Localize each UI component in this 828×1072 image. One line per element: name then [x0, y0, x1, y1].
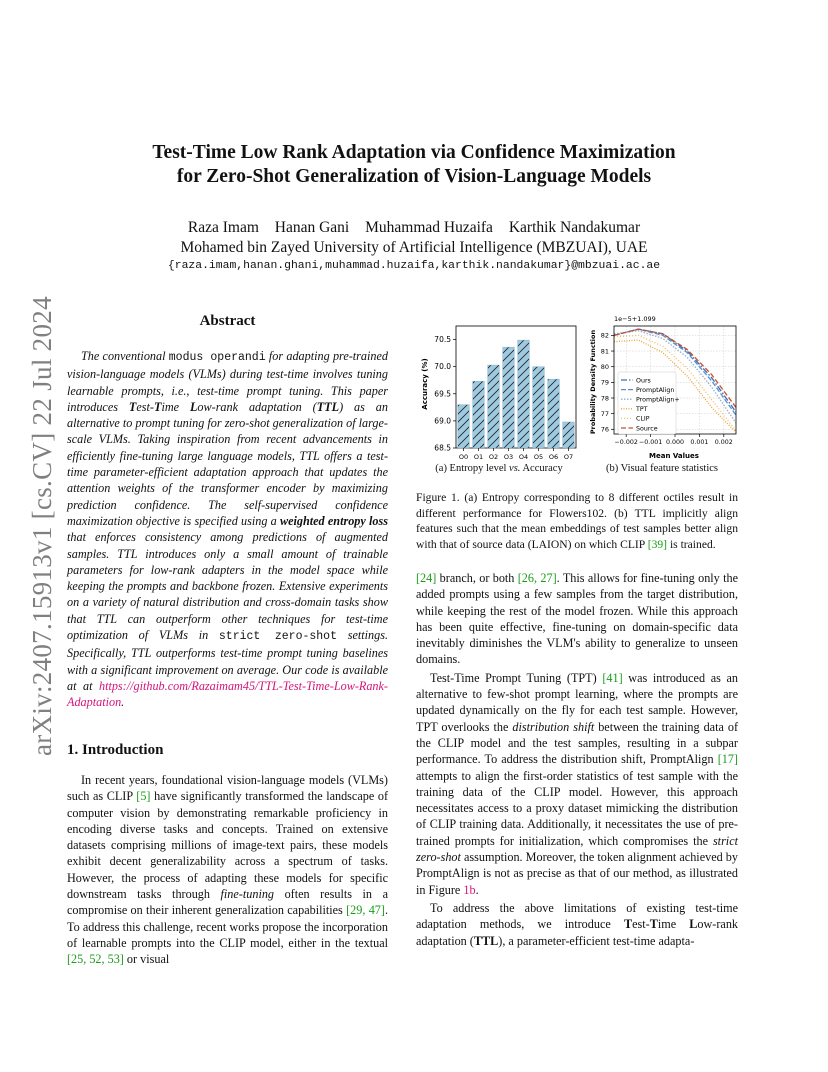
- abstract-heading: Abstract: [199, 313, 256, 329]
- x-tick-label: O2: [488, 453, 499, 460]
- author-name: Muhammad Huzaifa: [365, 219, 493, 236]
- subcaption-a: (a) Entropy level vs. Accuracy: [435, 463, 563, 474]
- chart-b-xlabel: Mean Values: [649, 452, 699, 460]
- title-line-1: Test-Time Low Rank Adaptation via Confidence Maximization: [152, 142, 676, 163]
- x-tick-label: O1: [473, 453, 484, 460]
- author-name: Raza Imam: [187, 219, 259, 236]
- intro-heading: 1. Introduction: [67, 742, 164, 758]
- legend-label: TPT: [636, 406, 648, 414]
- author-name: Karthik Nandakumar: [508, 219, 641, 236]
- title-line-2: for Zero-Shot Generalization of Vision-Language Models: [176, 166, 652, 187]
- y-tick-label: 80: [600, 362, 609, 371]
- y-tick-label: 82: [600, 331, 609, 340]
- y-tick-label: 70.5: [434, 335, 451, 345]
- x-tick-label: O0: [458, 453, 469, 460]
- chart-b-offset-label: 1e−5+1.099: [614, 315, 656, 323]
- author-name: Hanan Gani: [274, 219, 350, 236]
- y-tick-label: 79: [600, 378, 609, 387]
- author-names: [110, 218, 718, 238]
- chart-b-ylabel: Probability Density Function: [589, 329, 597, 435]
- x-tick-label: 0.000: [665, 439, 685, 446]
- subcaption-b: (b) Visual feature statistics: [605, 463, 719, 474]
- abstract-body: The conventional modus operandi for adapting pre-trained vision-language models (VLMs) during test-time involves tuning learnable prompts, i.e., test-time prompt tuning. This paper introduces Test-Time Low-rank adaptation (TTL) as an alternative to prompt tuning for zero-shot generalization of large-scale VLMs. Taking inspiration from recent advancements in efficiently fine-tuning large language models, TTL offers a test-time parameter-efficient adaptation approach that updates the attention weights of the transformer encoder by maximizing prediction confidence. The self-supervised confidence maximization objective is specified using a weighted entropy loss that enforces consistency among predictions of augmented samples. TTL introduces only a small amount of trainable parameters for low-rank adapters in the model space while keeping the prompts and backbone frozen. Extensive experiments on a variety of natural distribution and cross-domain tasks show that TTL can outperform other techniques for test-time optimization of VLMs in strict zero-shot settings. Specifically, TTL outperforms test-time prompt tuning baselines with a significant improvement on average. Our code is available at at https://github.com/Razaimam45/TTL-Test-Time-Low-Rank-Adaptation.: [67, 349, 389, 710]
- bar: [488, 365, 500, 448]
- y-tick-label: 77: [600, 409, 609, 418]
- author-block: [110, 218, 718, 258]
- legend-label: Ours: [636, 377, 651, 385]
- y-tick-label: 76: [600, 425, 609, 434]
- x-tick-label: O3: [503, 453, 514, 460]
- x-tick-label: O5: [533, 453, 544, 460]
- x-tick-label: O4: [518, 453, 529, 460]
- figure-caption: Figure 1. (a) Entropy corresponding to 8 different octiles result in different performance for Flowers102. (b) TTL implicitly align features such that the mean embeddings of test samples better align with that of source data (LAION) on which CLIP [39] is trained.: [416, 491, 738, 551]
- bar: [503, 347, 515, 448]
- bar: [548, 379, 560, 448]
- chart-a-ylabel: Accuracy (%): [421, 358, 429, 410]
- bar: [518, 340, 530, 448]
- legend-label: Source: [636, 425, 658, 433]
- y-tick-label: 81: [600, 347, 609, 356]
- x-tick-label: 0.002: [714, 439, 733, 446]
- y-tick-label: 69.5: [434, 389, 451, 399]
- legend-label: CLIP: [636, 415, 650, 423]
- author-emails: {raza.imam,hanan.ghani,muhammad.huzaifa,karthik.nandakumar}@mbzuai.ac.ae: [167, 260, 661, 272]
- legend-label: PromptAlign: [636, 386, 675, 394]
- bar: [473, 381, 485, 448]
- bar: [458, 405, 470, 448]
- y-tick-label: 69.0: [434, 416, 451, 426]
- code-link[interactable]: https://github.com/Razaimam45/TTL-Test-Time-Low-Rank-Adaptation: [67, 678, 388, 710]
- y-tick-label: 78: [600, 394, 609, 403]
- x-tick-label: −0.002: [614, 439, 638, 446]
- y-tick-label: 68.5: [434, 443, 451, 453]
- paper-title: [110, 141, 718, 189]
- x-tick-label: O6: [548, 453, 559, 460]
- x-tick-label: O7: [563, 453, 574, 460]
- feature-stats-chart: [586, 312, 738, 460]
- bar: [533, 367, 545, 448]
- legend-label: PromptAlign+: [636, 396, 680, 404]
- x-tick-label: −0.001: [638, 439, 663, 446]
- arxiv-identifier: arXiv:2407.15913v1 [cs.CV] 22 Jul 2024: [27, 296, 57, 756]
- affiliation: Mohamed bin Zayed University of Artificial Intelligence (MBZUAI), UAE: [180, 239, 648, 256]
- bar: [563, 422, 575, 448]
- y-tick-label: 70.0: [434, 362, 451, 372]
- entropy-accuracy-chart: [418, 318, 580, 460]
- x-tick-label: 0.001: [690, 439, 709, 446]
- intro-body: In recent years, foundational vision-language models (VLMs) such as CLIP [5] have significantly transformed the landscape of computer vision by demonstrating remarkable proficiency in encoding diverse tasks and concepts. Trained on extensive datasets comprising millions of image-text pairs, these models exhibit decent generalizability across a spectrum of tasks. However, the process of adapting these models for specific downstream tasks through fine-tuning often results in a compromise on their inherent generalization capabilities [29, 47]. To address this challenge, recent works propose the incorporation of learnable prompts into the CLIP model, either in the textual [25, 52, 53] or visual: [67, 773, 389, 967]
- right-column-body: [24] branch, or both [26, 27]. This allows for fine-tuning only the added prompts using a few samples from the target distribution, while keeping the rest of the model frozen. While this approach has been quite effective, fine-tuning on domain-specific data inevitably diminishes the VLM's ability to generalize to unseen domains. Test-Time Prompt Tuning (TPT) [41] was introduced as an alternative to few-shot prompt learning, where the prompts are updated dynamically on the fly for each test sample. However, TPT overlooks the distribution shift between the training data of the CLIP model and the test samples, resulting in a subpar performance. To address the distribution shift, PromptAlign [17] attempts to align the first-order statistics of test sample with the training data of the CLIP model. However, this approach necessitates access to a proxy dataset mimicking the distribution of CLIP training data. Additionally, it necessitates the use of pre-trained prompts for initialization, which compromises the strict zero-shot assumption. Moreover, the token alignment achieved by PromptAlign is not as precise as that of our method, as illustrated in Figure 1b. To address the above limitations of existing test-time adaptation methods, we introduce Test-Time Low-rank adaptation (TTL), a parameter-efficient test-time adapta-: [416, 571, 739, 948]
